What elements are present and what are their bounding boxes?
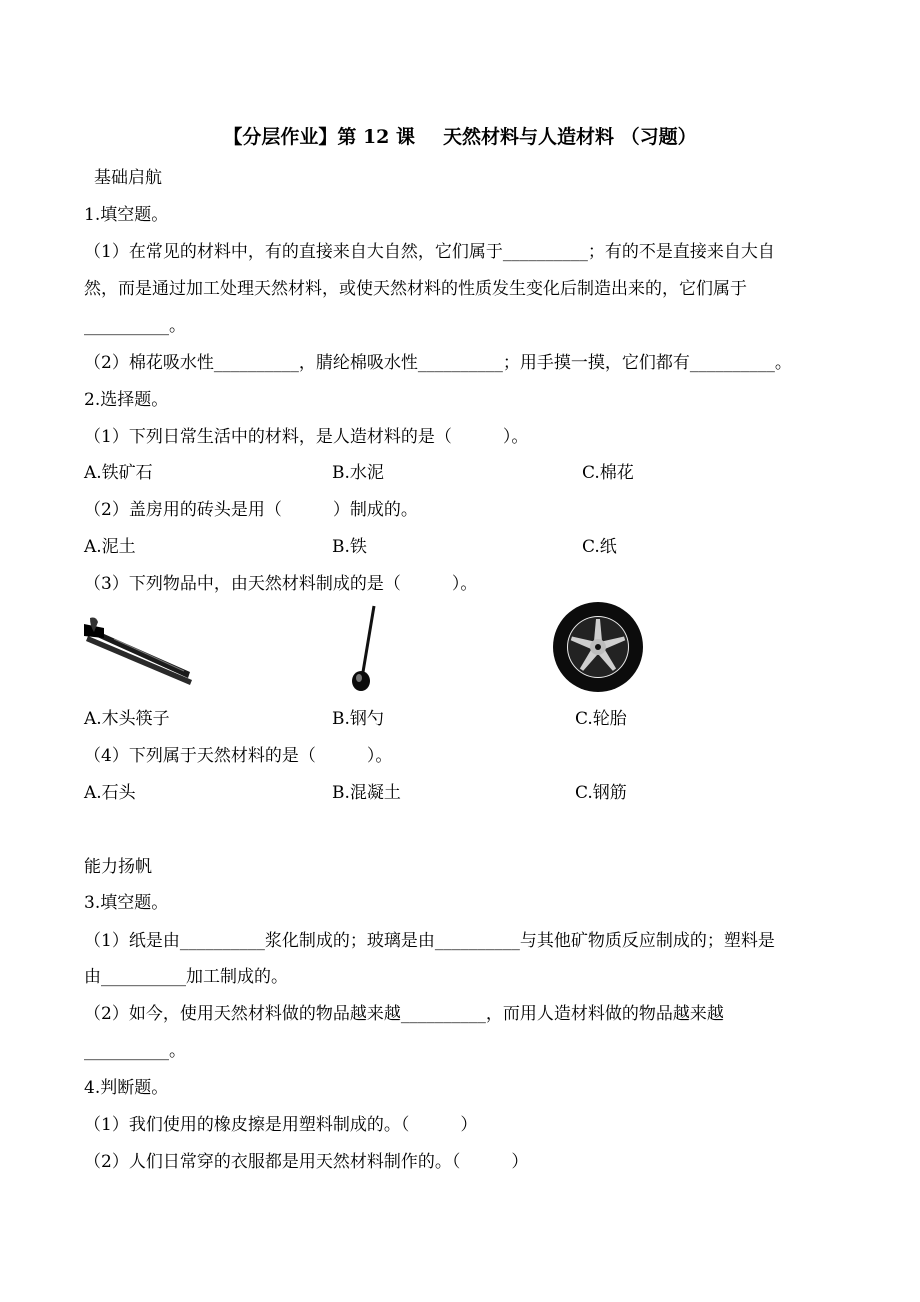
q2-s2-option-a: A.泥土 bbox=[84, 537, 136, 557]
tire-icon bbox=[552, 601, 644, 693]
q1-p1-line1: （1）在常见的材料中，有的直接来自大自然，它们属于__________；有的不是直接来自大自 bbox=[84, 242, 775, 262]
q3-p1-line2: 由__________加工制成的。 bbox=[84, 967, 288, 987]
q2-s4-option-c: C.钢筋 bbox=[575, 783, 627, 803]
chopsticks-icon bbox=[84, 614, 194, 686]
q4-s1: （1）我们使用的橡皮擦是用塑料制成的。（ ） bbox=[84, 1115, 478, 1135]
q2-s1-option-a: A.铁矿石 bbox=[84, 463, 153, 483]
q1-p1-line3: __________。 bbox=[84, 316, 186, 336]
title-part1: 【分层作业】第 12 课 bbox=[223, 126, 416, 148]
q1-p1-line2: 然，而是通过加工处理天然材料，或使天然材料的性质发生变化后制造出来的，它们属于 bbox=[84, 279, 747, 299]
q2-s3-stem: （3）下列物品中，由天然材料制成的是（ ）。 bbox=[84, 574, 478, 594]
page-title bbox=[0, 122, 920, 149]
q3-header: 3.填空题。 bbox=[84, 893, 169, 913]
q2-s2-stem: （2）盖房用的砖头是用（ ）制成的。 bbox=[84, 500, 418, 520]
q3-p1-line1: （1）纸是由__________浆化制成的；玻璃是由__________与其他矿物质反应制成的；塑料是 bbox=[84, 931, 775, 951]
q2-s3-option-a: A.木头筷子 bbox=[84, 709, 170, 729]
q3-p2-line1: （2）如今，使用天然材料做的物品越来越__________，而用人造材料做的物品越来越 bbox=[84, 1004, 724, 1024]
steel-spoon-icon bbox=[344, 604, 384, 694]
q2-s2-option-c: C.纸 bbox=[582, 537, 617, 557]
section-basic: 基础启航 bbox=[94, 168, 162, 188]
q2-s2-option-b: B.铁 bbox=[332, 537, 367, 557]
q3-p2-line2: __________。 bbox=[84, 1041, 186, 1061]
q2-s1-option-b: B.水泥 bbox=[332, 463, 384, 483]
q2-s1-option-c: C.棉花 bbox=[582, 463, 634, 483]
q1-header: 1.填空题。 bbox=[84, 205, 169, 225]
q2-header: 2.选择题。 bbox=[84, 390, 169, 410]
q2-s4-option-b: B.混凝土 bbox=[332, 783, 401, 803]
q2-s4-stem: （4）下列属于天然材料的是（ ）。 bbox=[84, 746, 393, 766]
q2-s1-stem: （1）下列日常生活中的材料，是人造材料的是（ ）。 bbox=[84, 427, 529, 447]
section-ability: 能力扬帆 bbox=[84, 857, 152, 877]
q4-s2: （2）人们日常穿的衣服都是用天然材料制作的。（ ） bbox=[84, 1152, 529, 1172]
title-part2: 天然材料与人造材料 （习题） bbox=[443, 126, 697, 148]
q2-s4-option-a: A.石头 bbox=[84, 783, 136, 803]
q4-header: 4.判断题。 bbox=[84, 1078, 169, 1098]
q2-s3-option-c: C.轮胎 bbox=[575, 709, 627, 729]
q1-p2: （2）棉花吸水性__________，腈纶棉吸水性__________；用手摸一摸，它们都有__________。 bbox=[84, 353, 792, 373]
q2-s3-option-b: B.钢勺 bbox=[332, 709, 384, 729]
